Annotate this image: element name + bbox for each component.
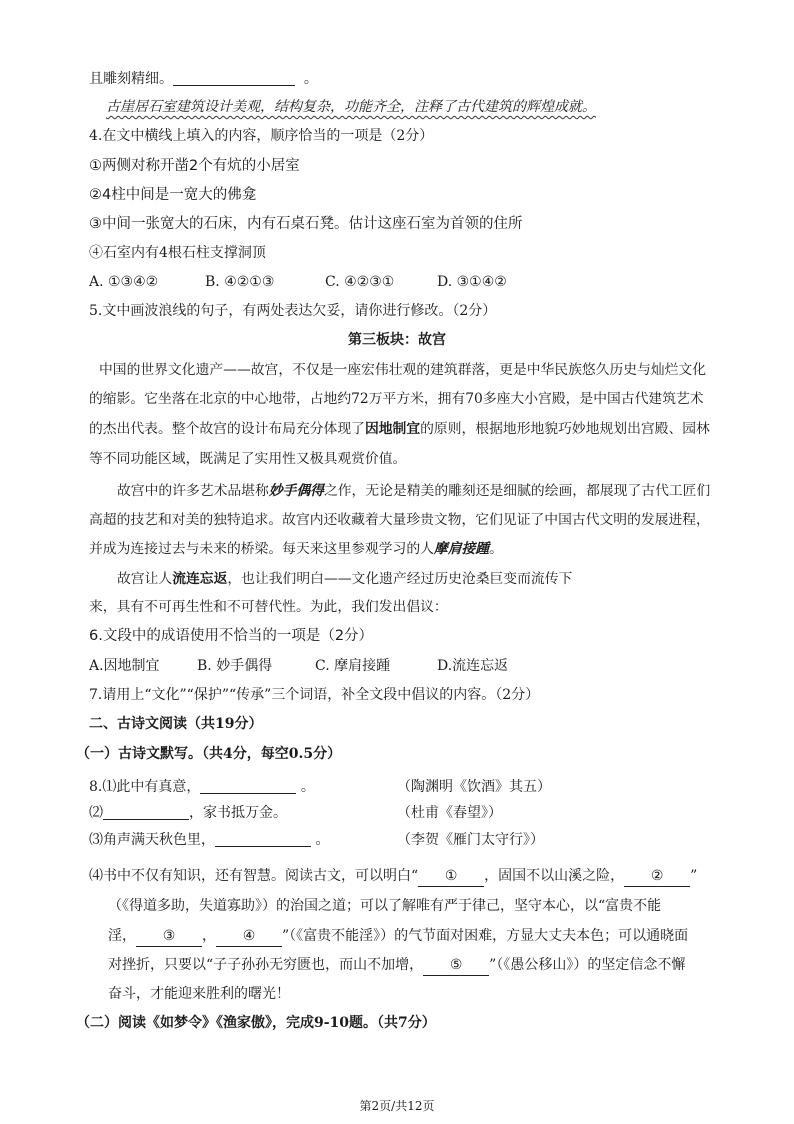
q8-6-text: 淫， bbox=[108, 928, 136, 944]
q8-2-source: （杜甫《春望》） bbox=[397, 805, 502, 821]
subsection-1-title: （一）古诗文默写。（共4分，每空0.5分） bbox=[76, 746, 342, 762]
para1-text: 的杰出代表。整个故宫的设计布局充分体现了 bbox=[89, 421, 365, 437]
para2-line2: 高超的技艺和对美的独特追求。故宫内还收藏着大量珍贵文物，它们见证了中国古代文明的发展进程， bbox=[89, 512, 710, 528]
para3-text: 故宫让人 bbox=[117, 571, 173, 587]
page-footer: 第2页/共12页 bbox=[359, 1099, 435, 1113]
q6-option-c: C. 摩肩接踵 bbox=[315, 658, 391, 674]
q8-line8: 奋斗，才能迎来胜利的曙光！ bbox=[108, 986, 290, 1002]
para1-text-2: 的原则，根据地形地貌巧妙地规划出宫殿、园林 bbox=[420, 421, 710, 437]
q4-option-d: D. ③①④② bbox=[437, 274, 507, 290]
q6-option-b: B. 妙手偶得 bbox=[197, 658, 273, 674]
para1-line3 bbox=[89, 419, 710, 439]
q8-1-blank bbox=[200, 777, 296, 794]
q8-2-text: ，家书抵万金。 bbox=[189, 805, 287, 821]
q8-3-blank bbox=[215, 830, 311, 847]
q6-option-d: D.流连忘返 bbox=[437, 658, 509, 674]
para1-line4: 等不同功能区域，既满足了实用性又极具观赏价值。 bbox=[89, 451, 407, 467]
q8-line3 bbox=[89, 830, 329, 850]
blank-1: ① bbox=[418, 866, 484, 887]
q8-2-blank bbox=[103, 803, 189, 820]
para2-text: 故宫中的许多艺术品堪称 bbox=[117, 483, 269, 499]
q8-3-period: 。 bbox=[315, 832, 330, 848]
prev-sentence: 且雕刻精细。 bbox=[89, 71, 173, 87]
q8-4-text-2: ，固国不以山溪之险， bbox=[484, 868, 625, 884]
q4-option-a: A. ①③④② bbox=[89, 274, 159, 290]
q8-1-period: 。 bbox=[300, 779, 315, 795]
para3-line1 bbox=[117, 569, 572, 589]
sentence-4: ④石室内有4根石柱支撑洞顶 bbox=[89, 245, 266, 261]
fill-blank bbox=[173, 69, 295, 86]
q8-1-source: （陶渊明《饮酒》其五） bbox=[397, 779, 551, 795]
q8-line2 bbox=[89, 803, 287, 823]
q8-line7 bbox=[108, 955, 685, 976]
q4-option-c: C. ④②③① bbox=[325, 274, 395, 290]
subsection-2-title: （二）阅读《如梦令》《渔家傲》，完成9-10题。（共7分） bbox=[76, 1015, 436, 1031]
line-prev-text bbox=[89, 69, 318, 89]
q8-7-text: 对挫折，只要以“子子孙孙无穷匮也，而山不加增， bbox=[108, 957, 424, 973]
question-7: 7.请用上“文化”“保护”“传承”三个词语，补全文段中倡议的内容。（2分） bbox=[89, 687, 540, 703]
para2-line1 bbox=[117, 481, 710, 501]
para2-period: 。 bbox=[489, 541, 503, 557]
q8-6-text-2: ”（《富贵不能淫》）的气节面对困难，方显大丈夫本色；可以通晓面 bbox=[282, 928, 689, 944]
q8-line1 bbox=[89, 777, 315, 797]
idiom-yindizhiyi: 因地制宜 bbox=[364, 421, 421, 437]
q8-line5: （《得道多助，失道寡助》）的治国之道；可以了解唯有严于律己，坚守本心，以“富贵不能 bbox=[108, 898, 662, 914]
question-5: 5.文中画波浪线的句子，有两处表达欠妥，请你进行修改。（2分） bbox=[89, 303, 497, 319]
para2-text-3: 并成为连接过去与未来的桥梁。每天来这里参观学习的人 bbox=[89, 541, 434, 557]
para1-line2: 的缩影。它坐落在北京的中心地带，占地约72万平方米，拥有70多座大小宫殿，是中国古代建筑艺术 bbox=[89, 391, 704, 407]
blank-2: ② bbox=[624, 866, 690, 887]
q8-line4 bbox=[89, 866, 697, 887]
idiom-miaoshououde: 妙手偶得 bbox=[268, 483, 324, 499]
question-4: 4.在文中横线上填入的内容，顺序恰当的一项是（2分） bbox=[89, 128, 434, 144]
q8-3-text: ⑶角声满天秋色里， bbox=[89, 832, 215, 848]
blank-5: ⑤ bbox=[423, 955, 489, 976]
para1-line1: 中国的世界文化遗产——故宫，不仅是一座宏伟壮观的建筑群落，更是中华民族悠久历史与灿烂文化 bbox=[99, 362, 707, 378]
sentence-1: ①两侧对称开凿2个有炕的小居室 bbox=[89, 158, 300, 174]
para3-line2: 来，具有不可再生性和不可替代性。为此，我们发出倡议： bbox=[89, 599, 448, 615]
idiom-liulianwangfan: 流连忘返 bbox=[172, 571, 228, 587]
q8-4-quote: ” bbox=[690, 868, 698, 884]
para3-text-2: ，也让我们明白——文化遗产经过历史沧桑巨变而流传下 bbox=[227, 571, 573, 587]
blank-3: ③ bbox=[136, 926, 202, 947]
q4-option-b: B. ④②①③ bbox=[205, 274, 275, 290]
q8-3-source: （李贺《雁门太守行》） bbox=[397, 832, 544, 848]
q8-1-text: 8.⑴此中有真意， bbox=[89, 779, 201, 795]
period: 。 bbox=[303, 71, 318, 87]
para2-text-2: 之作，无论是精美的雕刻还是细腻的绘画，都展现了古代工匠们 bbox=[323, 483, 711, 499]
section-title: 第三板块：故宫 bbox=[348, 332, 446, 348]
part-2-title: 二、古诗文阅读（共19分） bbox=[89, 716, 263, 732]
q8-6-comma: ， bbox=[202, 928, 216, 944]
sentence-2: ②4柱中间是一宽大的佛龛 bbox=[89, 187, 257, 203]
question-6: 6.文段中的成语使用不恰当的一项是（2分） bbox=[89, 628, 374, 644]
q8-2-num: ⑵ bbox=[89, 805, 103, 821]
blank-4: ④ bbox=[216, 926, 282, 947]
sentence-3: ③中间一张宽大的石床，内有石桌石凳。估计这座石室为首领的住所 bbox=[89, 216, 523, 232]
wavy-sentence: 古崖居石室建筑设计美观，结构复杂，功能齐全，注释了古代建筑的辉煌成就。 bbox=[106, 99, 596, 115]
q6-option-a: A.因地制宜 bbox=[89, 658, 160, 674]
q8-7-text-2: ”（《愚公移山》）的坚定信念不懈 bbox=[489, 957, 686, 973]
idiom-mojianjiezhong: 摩肩接踵 bbox=[433, 541, 490, 557]
para2-line3 bbox=[89, 539, 503, 559]
q8-line6 bbox=[108, 926, 688, 947]
q8-4-text: ⑷书中不仅有知识，还有智慧。阅读古文，可以明白“ bbox=[89, 868, 419, 884]
